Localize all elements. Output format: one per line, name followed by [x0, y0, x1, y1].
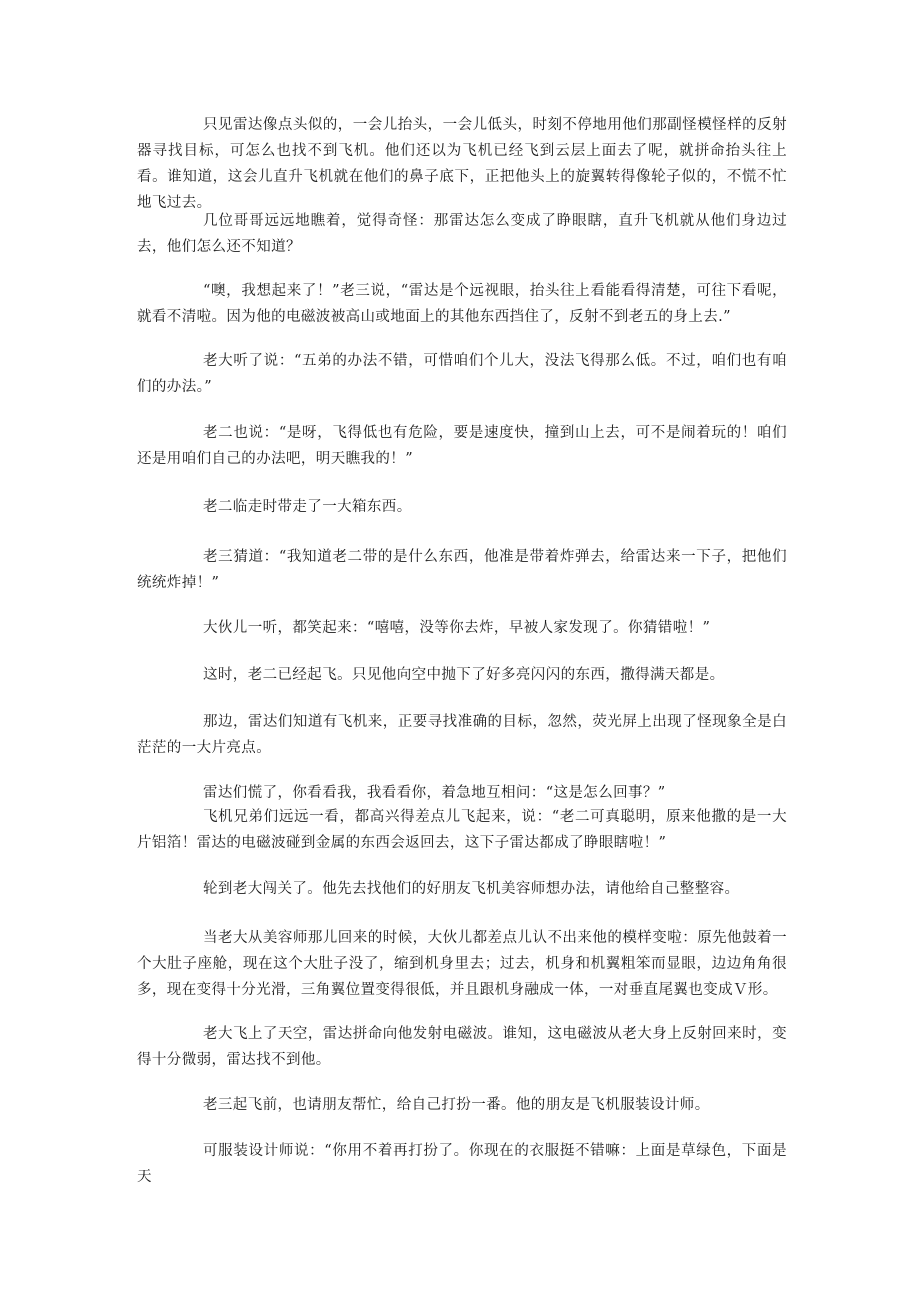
paragraph-third-prepares: 老三起飞前，也请朋友帮忙，给自己打扮一番。他的朋友是飞机服装设计师。	[203, 1097, 710, 1113]
paragraph-second-box: 老二临走时带走了一大箱东西。	[203, 499, 412, 515]
paragraph-radar-panics: 雷达们慌了，你看看我，我看看你，着急地互相问：“这是怎么回事？”	[203, 785, 666, 801]
paragraph-third-guesses: 老三猜道：“我知道老二带的是什么东西，他准是带着炸弹去，给雷达来一下子，把他们统统炸掉！”	[137, 549, 787, 591]
paragraph-radar-screen: 那边，雷达们知道有飞机来，正要寻找准确的目标，忽然，荧光屏上出现了怪现象全是白茫茫的一大片亮点。	[137, 714, 787, 756]
paragraph-second-speaks: 老二也说：“是呀，飞得低也有危险，要是速度快，撞到山上去，可不是闹着玩的！咱们还是用咱们自己的办法吧，明天瞧我的！”	[137, 425, 787, 467]
paragraph-third-explains: “噢，我想起来了！”老三说，“雷达是个远视眼，抬头往上看能看得清楚，可往下看呢，就看不清啦。因为他的电磁波被高山或地面上的其他东西挡住了，反射不到老五的身上去.”	[137, 283, 787, 325]
paragraph-eldest-turn: 轮到老大闯关了。他先去找他们的好朋友飞机美容师想办法，请他给自己整整容。	[203, 881, 740, 897]
paragraph-eldest-flies: 老大飞上了天空，雷达拼命向他发射电磁波。谁知，这电磁波从老大身上反射回来时，变得十分微弱，雷达找不到他。	[137, 1026, 787, 1068]
paragraph-eldest-speaks: 老大听了说：“五弟的办法不错，可惜咱们个儿大，没法飞得那么低。不过，咱们也有咱们的办法。”	[137, 353, 787, 395]
paragraph-eldest-makeover: 当老大从美容师那儿回来的时候，大伙儿都差点儿认不出来他的模样变啦：原先他鼓着一个大肚子座舱，现在这个大肚子没了，缩到机身里去；过去，机身和机翼粗笨而显眼，边边角角很多，现在变得十分光滑，三角翼位置变得很低，并且跟机身融成一体，一对垂直尾翼也变成Ｖ形。	[137, 930, 787, 998]
paragraph-second-takes-off: 这时，老二已经起飞。只见他向空中抛下了好多亮闪闪的东西，撒得满天都是。	[203, 667, 725, 683]
paragraph-everyone-laughs: 大伙儿一听，都笑起来：“嘻嘻，没等你去炸，早被人家发现了。你猜错啦！”	[203, 620, 711, 636]
paragraph-radar-searching: 只见雷达像点头似的，一会儿抬头，一会儿低头，时刻不停地用他们那副怪模怪样的反射器寻找目标，可怎么也找不到飞机。他们还以为飞机已经飞到云层上面去了呢，就拼命抬头往上看。谁知道，这会儿直升飞机就在他们的鼻子底下，正把他头上的旋翼转得像轮子似的，不慌不忙地飞过去。	[137, 117, 787, 211]
paragraph-designer-speaks: 可服装设计师说：“你用不着再打扮了。你现在的衣服挺不错嘛：上面是草绿色，下面是天	[137, 1143, 787, 1185]
paragraph-brothers-wonder: 几位哥哥远远地瞧着，觉得奇怪：那雷达怎么变成了睁眼瞎，直升飞机就从他们身边过去，他们怎么还不知道？	[137, 213, 787, 255]
paragraph-brothers-cheer: 飞机兄弟们远远一看，都高兴得差点儿飞起来，说：“老二可真聪明，原来他撒的是一大片铝箔！雷达的电磁波碰到金属的东西会返回去，这下子雷达都成了睁眼瞎啦！”	[137, 809, 787, 851]
